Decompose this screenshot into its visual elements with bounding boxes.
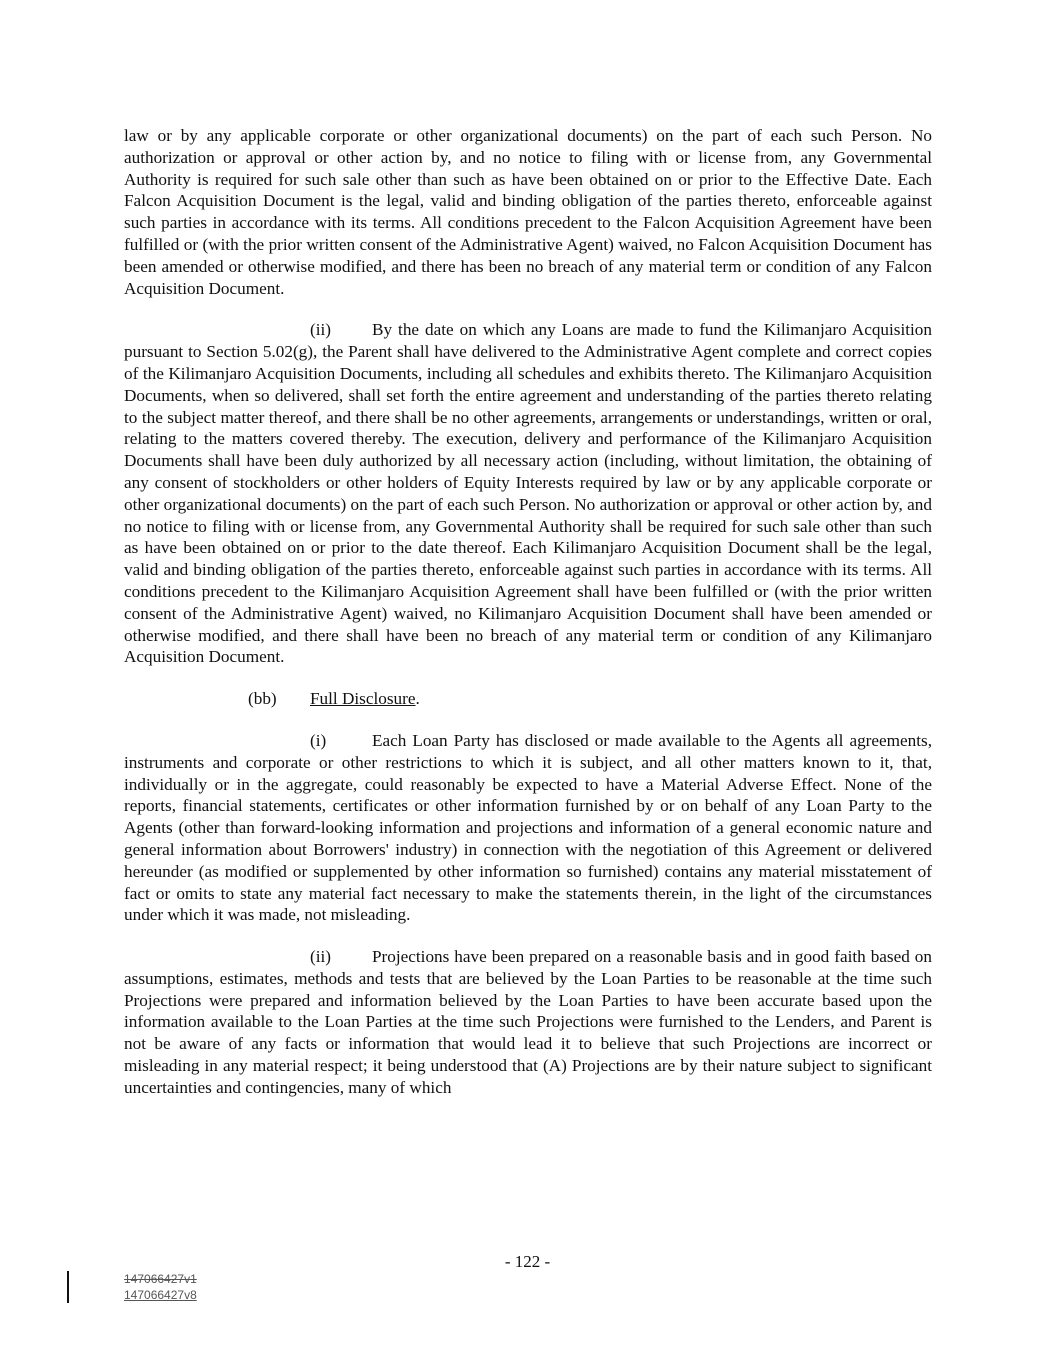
clause-number: (i) — [310, 730, 327, 750]
section-title: Full Disclosure — [310, 689, 416, 709]
section-heading-full-disclosure — [124, 688, 932, 710]
clause-number: (ii) — [310, 947, 331, 967]
clause-number: (ii) — [310, 320, 331, 340]
paragraph-projections-ii — [124, 946, 932, 1099]
document-id-deleted: 147066427v1 — [124, 1272, 197, 1286]
document-body — [124, 125, 932, 1119]
paragraph-disclosure-i — [124, 730, 932, 926]
section-title-period: . — [415, 689, 420, 709]
document-id-inserted: 147066427v8 — [124, 1288, 197, 1302]
paragraph-falcon-continuation: law or by any applicable corporate or other organizational documents) on the part of each such Person. No authorization or approval or other action by, and no notice to filing with or license from, any Governmental Authority is required for such sale other than such as have been obtained on or prior to the Effective Date. Each Falcon Acquisition Document is the legal, valid and binding obligation of the parties thereto, enforceable against such parties in accordance with its terms. All conditions precedent to the Falcon Acquisition Agreement have been fulfilled or (with the prior written consent of the Administrative Agent) waived, no Falcon Acquisition Document has been amended or otherwise modified, and there has been no breach of any material term or condition of any Falcon Acquisition Document. — [124, 126, 932, 298]
revision-change-bar — [67, 1271, 69, 1303]
clause-text: Projections have been prepared on a reasonable basis and in good faith based on assumptions, estimates, methods and tests that are believed by the Loan Parties to be reasonable at the time such Projections were prepared and information believed by the Loan Parties to have been accurate based upon the information available to the Loan Parties at the time such Projections were furnished to the Lenders, and Parent is not be aware of any facts or information that would lead it to believe that such Projections are incorrect or misleading in any material respect; it being understood that (A) Projections are by their nature subject to significant uncertainties and contingencies, many of which — [124, 947, 932, 1097]
page-number: - 122 - — [504, 1252, 551, 1271]
clause-text: Each Loan Party has disclosed or made available to the Agents all agreements, instruments and corporate or other restrictions to which it is subject, and all other matters known to it, that, individually or in the aggregate, could reasonably be expected to have a Material Adverse Effect. None of the reports, financial statements, certificates or other information furnished by or on behalf of any Loan Party to the Agents (other than forward-looking information and projections and information of a general economic nature and general information about Borrowers' industry) in connection with the negotiation of this Agreement or delivered hereunder (as modified or supplemented by other information so furnished) contains any material misstatement of fact or omits to state any material fact necessary to make the statements therein, in the light of the circumstances under which it was made, not misleading. — [124, 730, 932, 925]
section-number: (bb) — [248, 689, 277, 709]
paragraph-kilimanjaro-ii — [124, 319, 932, 668]
clause-text: By the date on which any Loans are made to fund the Kilimanjaro Acquisition pursuant to Section 5.02(g), the Parent shall have delivered to the Administrative Agent complete and correct copies of the Kilimanjaro Acquisition Documents, including all schedules and exhibits thereto. The Kilimanjaro Acquisition Documents, when so delivered, shall set forth the entire agreement and understanding of the parties thereto relating to the subject matter thereof, and there shall be no other agreements, arrangements or understandings, written or oral, relating to the matters covered thereby. The execution, delivery and performance of the Kilimanjaro Acquisition Documents shall have been duly authorized by all necessary action (including, without limitation, the obtaining of any consent of stockholders or other holders of Equity Interests required by law or by any applicable corporate or other organizational documents) on the part of each such Person. No authorization or approval or other action by, and no notice to filing with or license from, any Governmental Authority shall be required for such sale other than such as have been obtained on or prior to the date thereof. Each Kilimanjaro Acquisition Document shall be the legal, valid and binding obligation of the parties thereto, enforceable against such parties in accordance with its terms. All conditions precedent to the Kilimanjaro Acquisition Agreement shall have been fulfilled or (with the prior written consent of the Administrative Agent) waived, no Kilimanjaro Acquisition Document shall have been amended or otherwise modified, and there shall have been no breach of any material term or condition of any Kilimanjaro Acquisition Document. — [124, 320, 932, 667]
